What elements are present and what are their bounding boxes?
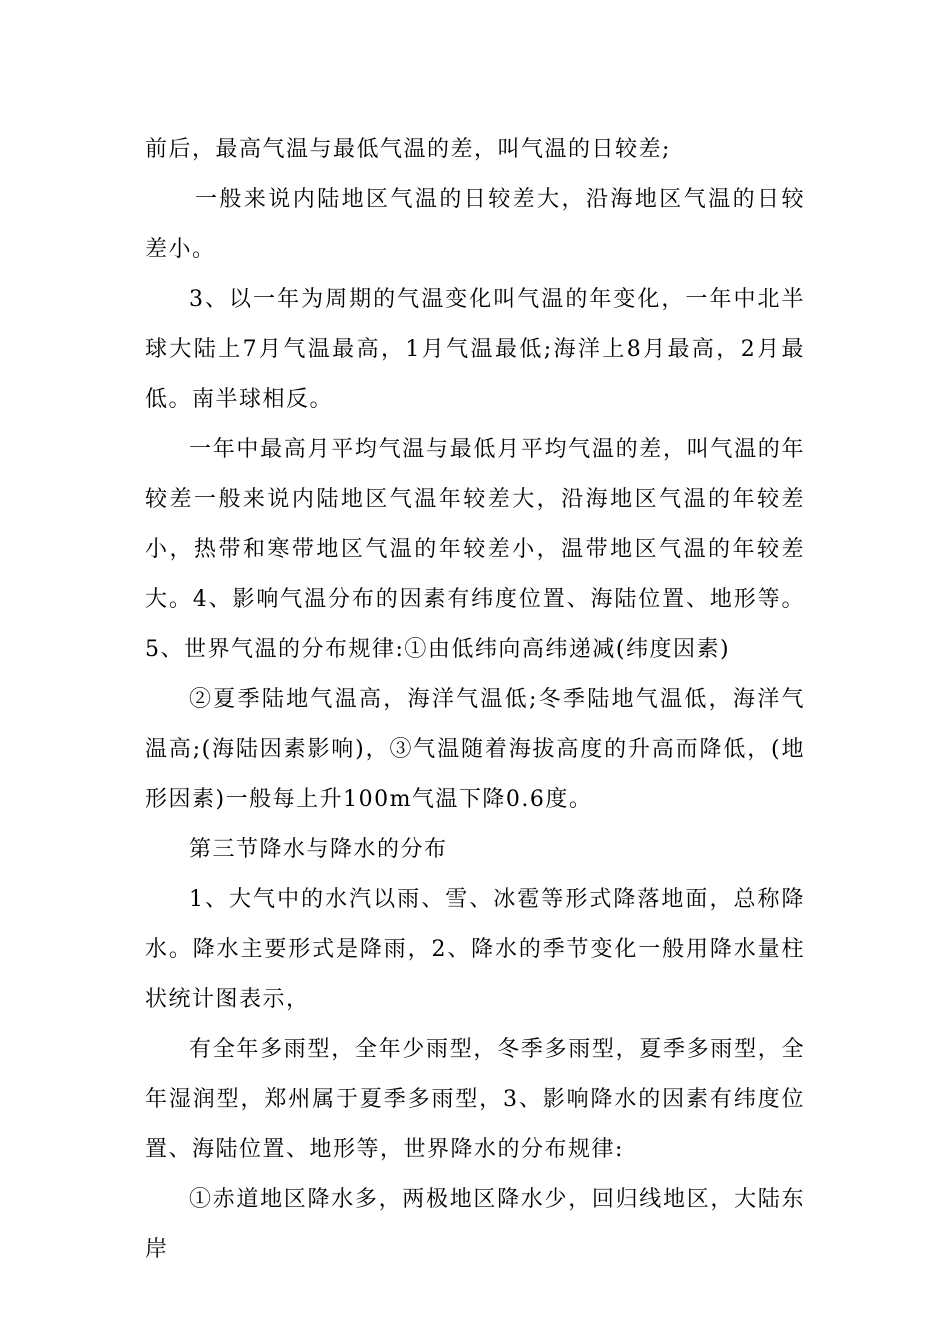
document-body (145, 125, 805, 1275)
paragraph-6: 1、大气中的水汽以雨、雪、冰雹等形式降落地面，总称降水。降水主要形式是降雨，2、降水的季节变化一般用降水量柱状统计图表示， (145, 887, 805, 1012)
paragraph-4: 一年中最高月平均气温与最低月平均气温的差，叫气温的年较差一般来说内陆地区气温年较差大，沿海地区气温的年较差小，热带和寒带地区气温的年较差小，温带地区气温的年较差大。4、影响气温分布的因素有纬度位置、海陆位置、地形等。5、世界气温的分布规律:①由低纬向高纬递减(纬度因素) (145, 437, 805, 662)
paragraph-2: 一般来说内陆地区气温的日较差大，沿海地区气温的日较差小。 (145, 187, 805, 262)
paragraph-7: 有全年多雨型，全年少雨型，冬季多雨型，夏季多雨型，全年湿润型，郑州属于夏季多雨型，3、影响降水的因素有纬度位置、海陆位置、地形等，世界降水的分布规律: (145, 1037, 805, 1162)
paragraph-3: 3、以一年为周期的气温变化叫气温的年变化，一年中北半球大陆上7月气温最高，1月气温最低;海洋上8月最高，2月最低。南半球相反。 (145, 287, 805, 412)
paragraph-1: 前后，最高气温与最低气温的差，叫气温的日较差; (145, 137, 671, 162)
paragraph-8: ①赤道地区降水多，两极地区降水少，回归线地区，大陆东岸 (145, 1187, 805, 1262)
paragraph-5: ②夏季陆地气温高，海洋气温低;冬季陆地气温低，海洋气温高;(海陆因素影响)，③气温随着海拔高度的升高而降低，(地形因素)一般每上升100m气温下降0.6度。 (145, 687, 805, 812)
section-heading: 第三节降水与降水的分布 (189, 837, 448, 862)
